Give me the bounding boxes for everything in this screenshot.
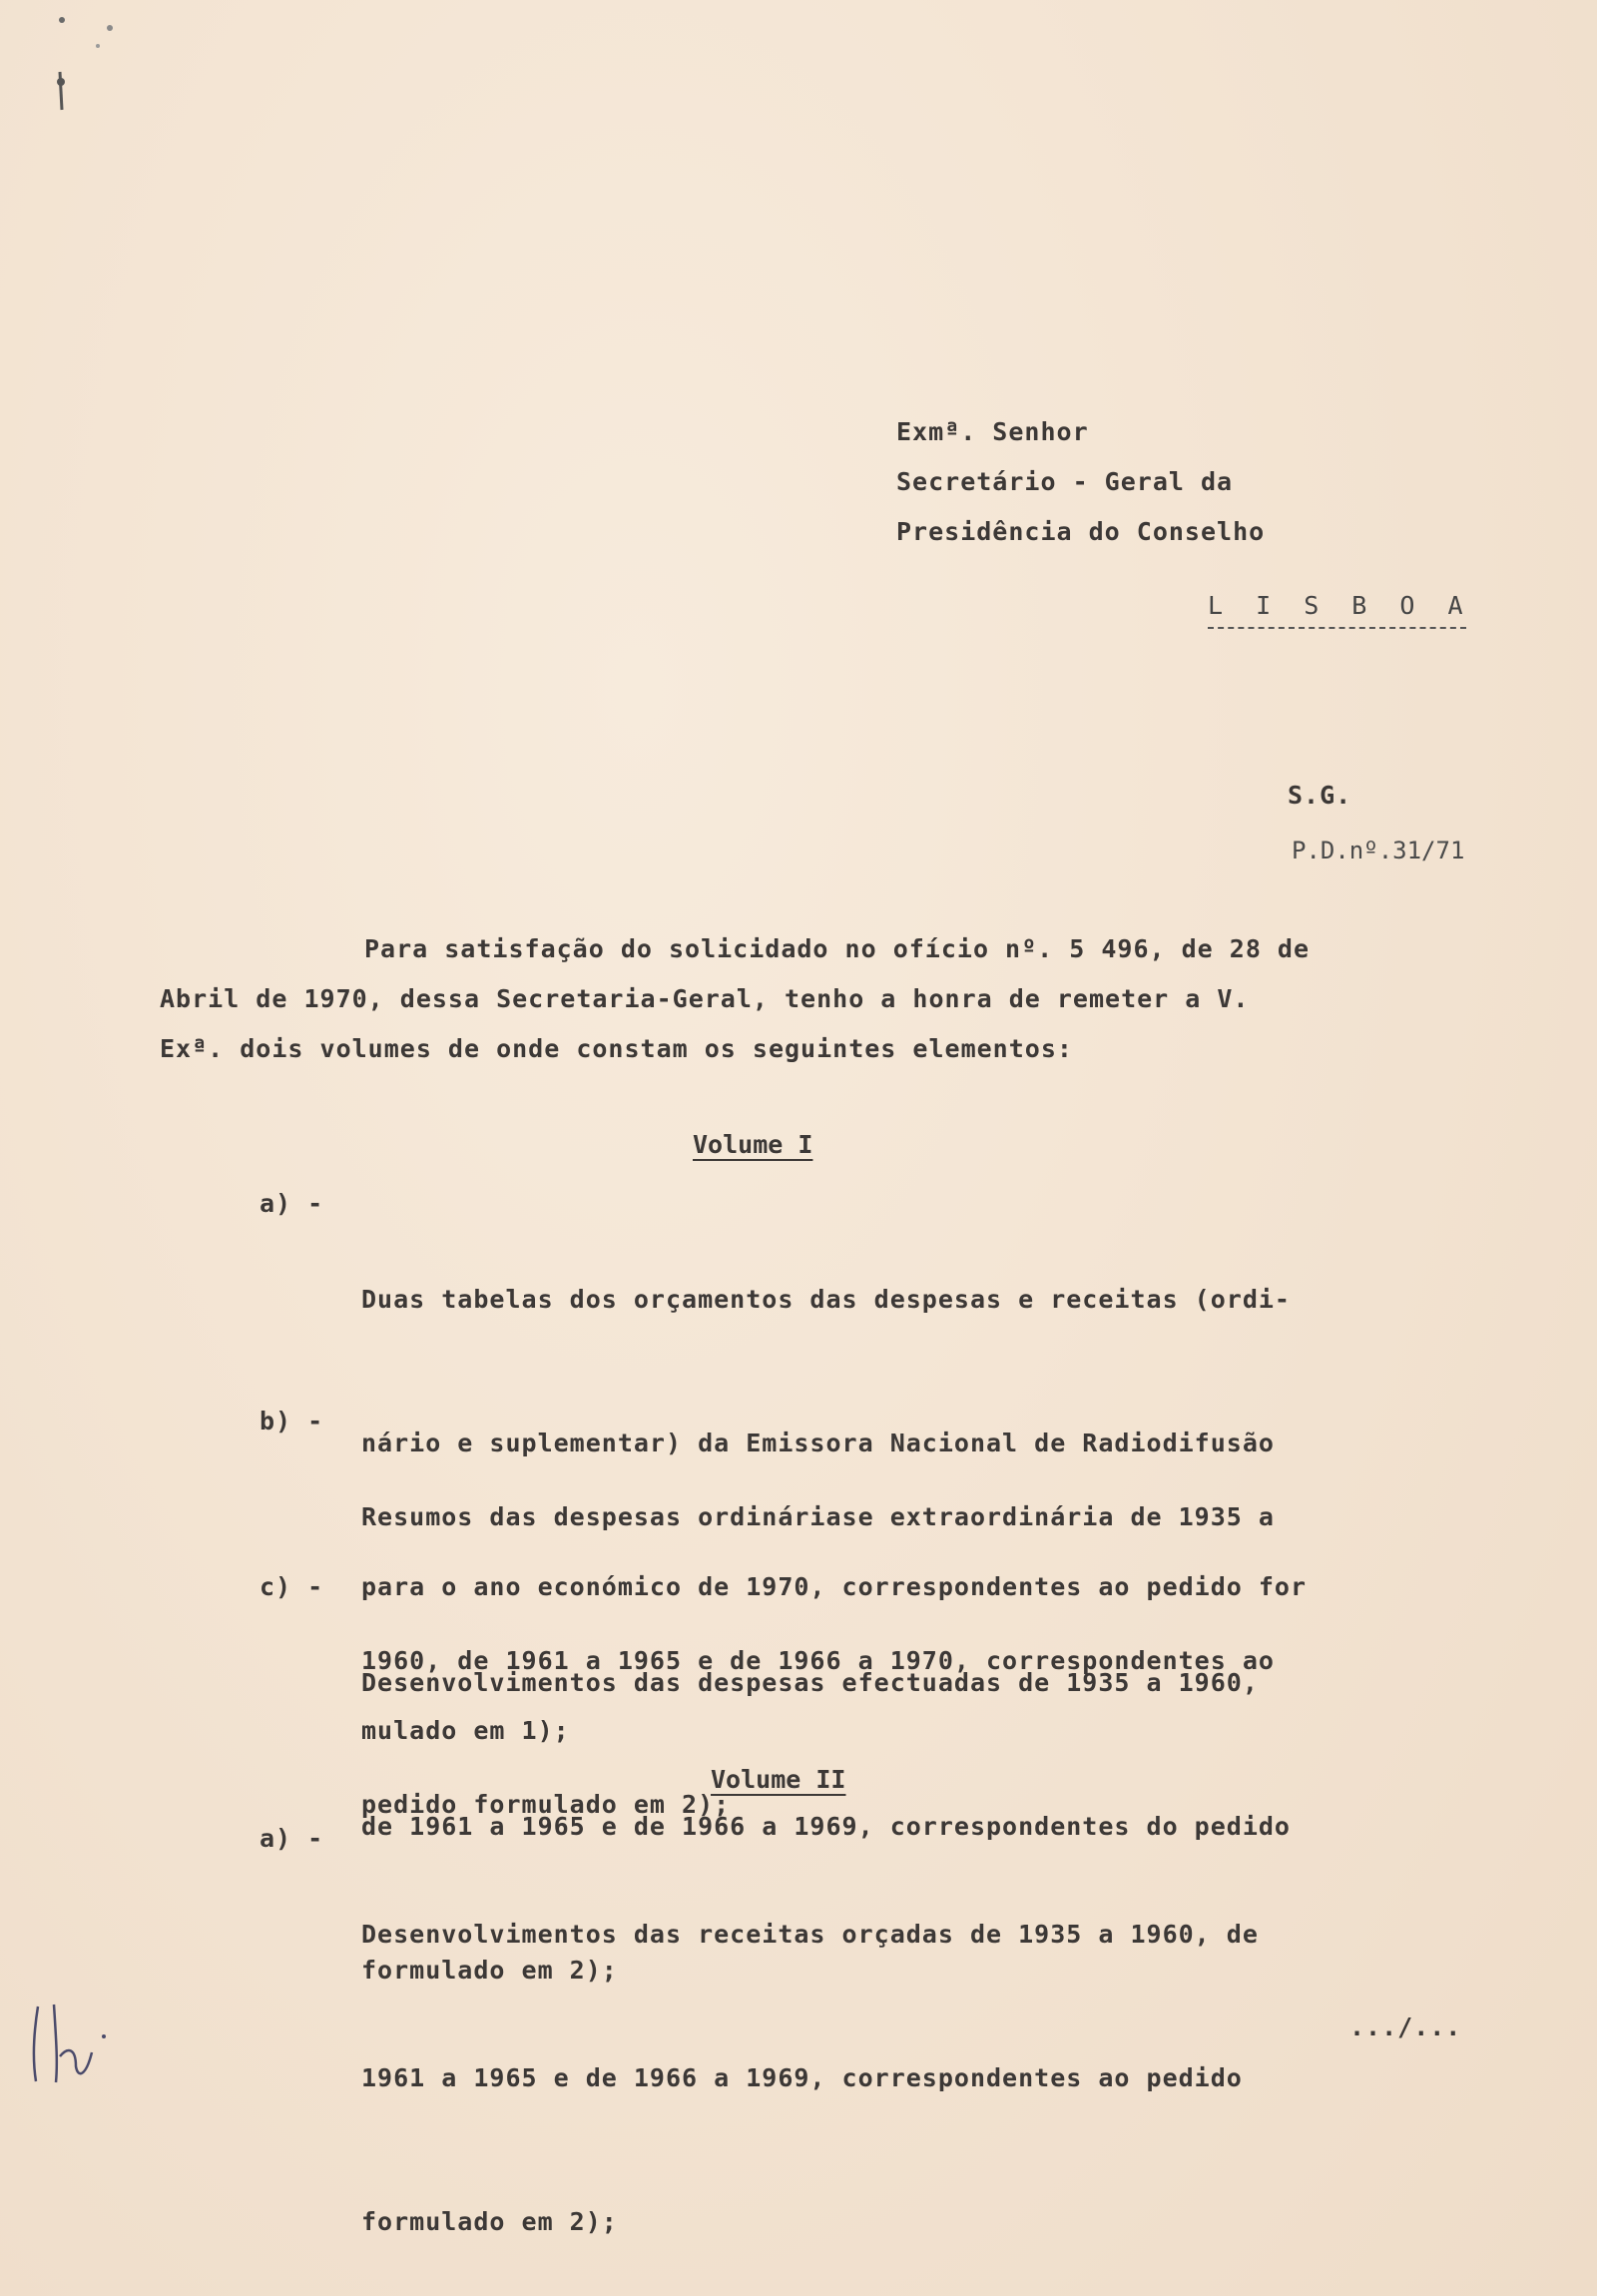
continuation-mark: .../... [1349, 2012, 1462, 2041]
intro-line: Abril de 1970, dessa Secretaria-Geral, tenho a honra de remeter a V. [160, 984, 1250, 1013]
intro-paragraph [160, 924, 1567, 1074]
item-line: Duas tabelas dos orçamentos das despesas e receitas (ordi- [361, 1285, 1291, 1314]
item-line: 1960, de 1961 a 1965 e de 1966 a 1970, correspondentes ao [361, 1646, 1275, 1675]
reference-pd-number: P.D.nº.31/71 [1292, 837, 1465, 864]
city-underline [1208, 627, 1466, 629]
initials-signature-icon [20, 1987, 130, 2096]
item-line: Desenvolvimentos das despesas efectuadas de 1935 a 1960, [361, 1668, 1259, 1697]
item-marker: c) - [260, 1572, 324, 1601]
item-line: para o ano económico de 1970, correspondentes ao pedido for [361, 1572, 1308, 1601]
item-line: 1961 a 1965 e de 1966 a 1969, correspondentes ao pedido [361, 2063, 1243, 2092]
punch-hole-icon [40, 10, 130, 120]
item-text [361, 1815, 1597, 2296]
item-marker: b) - [260, 1407, 324, 1435]
list-item [260, 1815, 1577, 2236]
item-line: nário e suplementar) da Emissora Nacional de Radiodifusão [361, 1429, 1275, 1457]
item-line: formulado em 2); [361, 2207, 618, 2236]
item-line: Resumos das despesas ordináriase extraordinária de 1935 a [361, 1502, 1275, 1531]
recipient-organization: Presidência do Conselho [896, 517, 1266, 546]
item-line: de 1961 a 1965 e de 1966 a 1969, correspondentes do pedido [361, 1812, 1291, 1841]
reference-sg: S.G. [1288, 781, 1352, 810]
recipient-office: Secretário - Geral da [896, 467, 1234, 496]
item-line: pedido formulado em 2); [361, 1790, 731, 1819]
recipient-city-text: L I S B O A [1208, 591, 1472, 620]
intro-line: Exª. dois volumes de onde constam os seguintes elementos: [160, 1034, 1073, 1063]
intro-line: Para satisfação do solicidado no ofício nº. 5 496, de 28 de [364, 934, 1311, 963]
recipient-title: Exmª. Senhor [896, 417, 1089, 446]
item-line: Desenvolvimentos das receitas orçadas de 1935 a 1960, de [361, 1920, 1259, 1949]
item-line: mulado em 1); [361, 1716, 570, 1745]
item-marker: a) - [260, 1189, 324, 1218]
item-marker: a) - [260, 1824, 324, 1853]
volume-1-heading: Volume I [693, 1130, 813, 1159]
item-line: formulado em 2); [361, 1956, 618, 1985]
volume-2-heading: Volume II [711, 1765, 846, 1794]
recipient-city [1208, 591, 1472, 620]
